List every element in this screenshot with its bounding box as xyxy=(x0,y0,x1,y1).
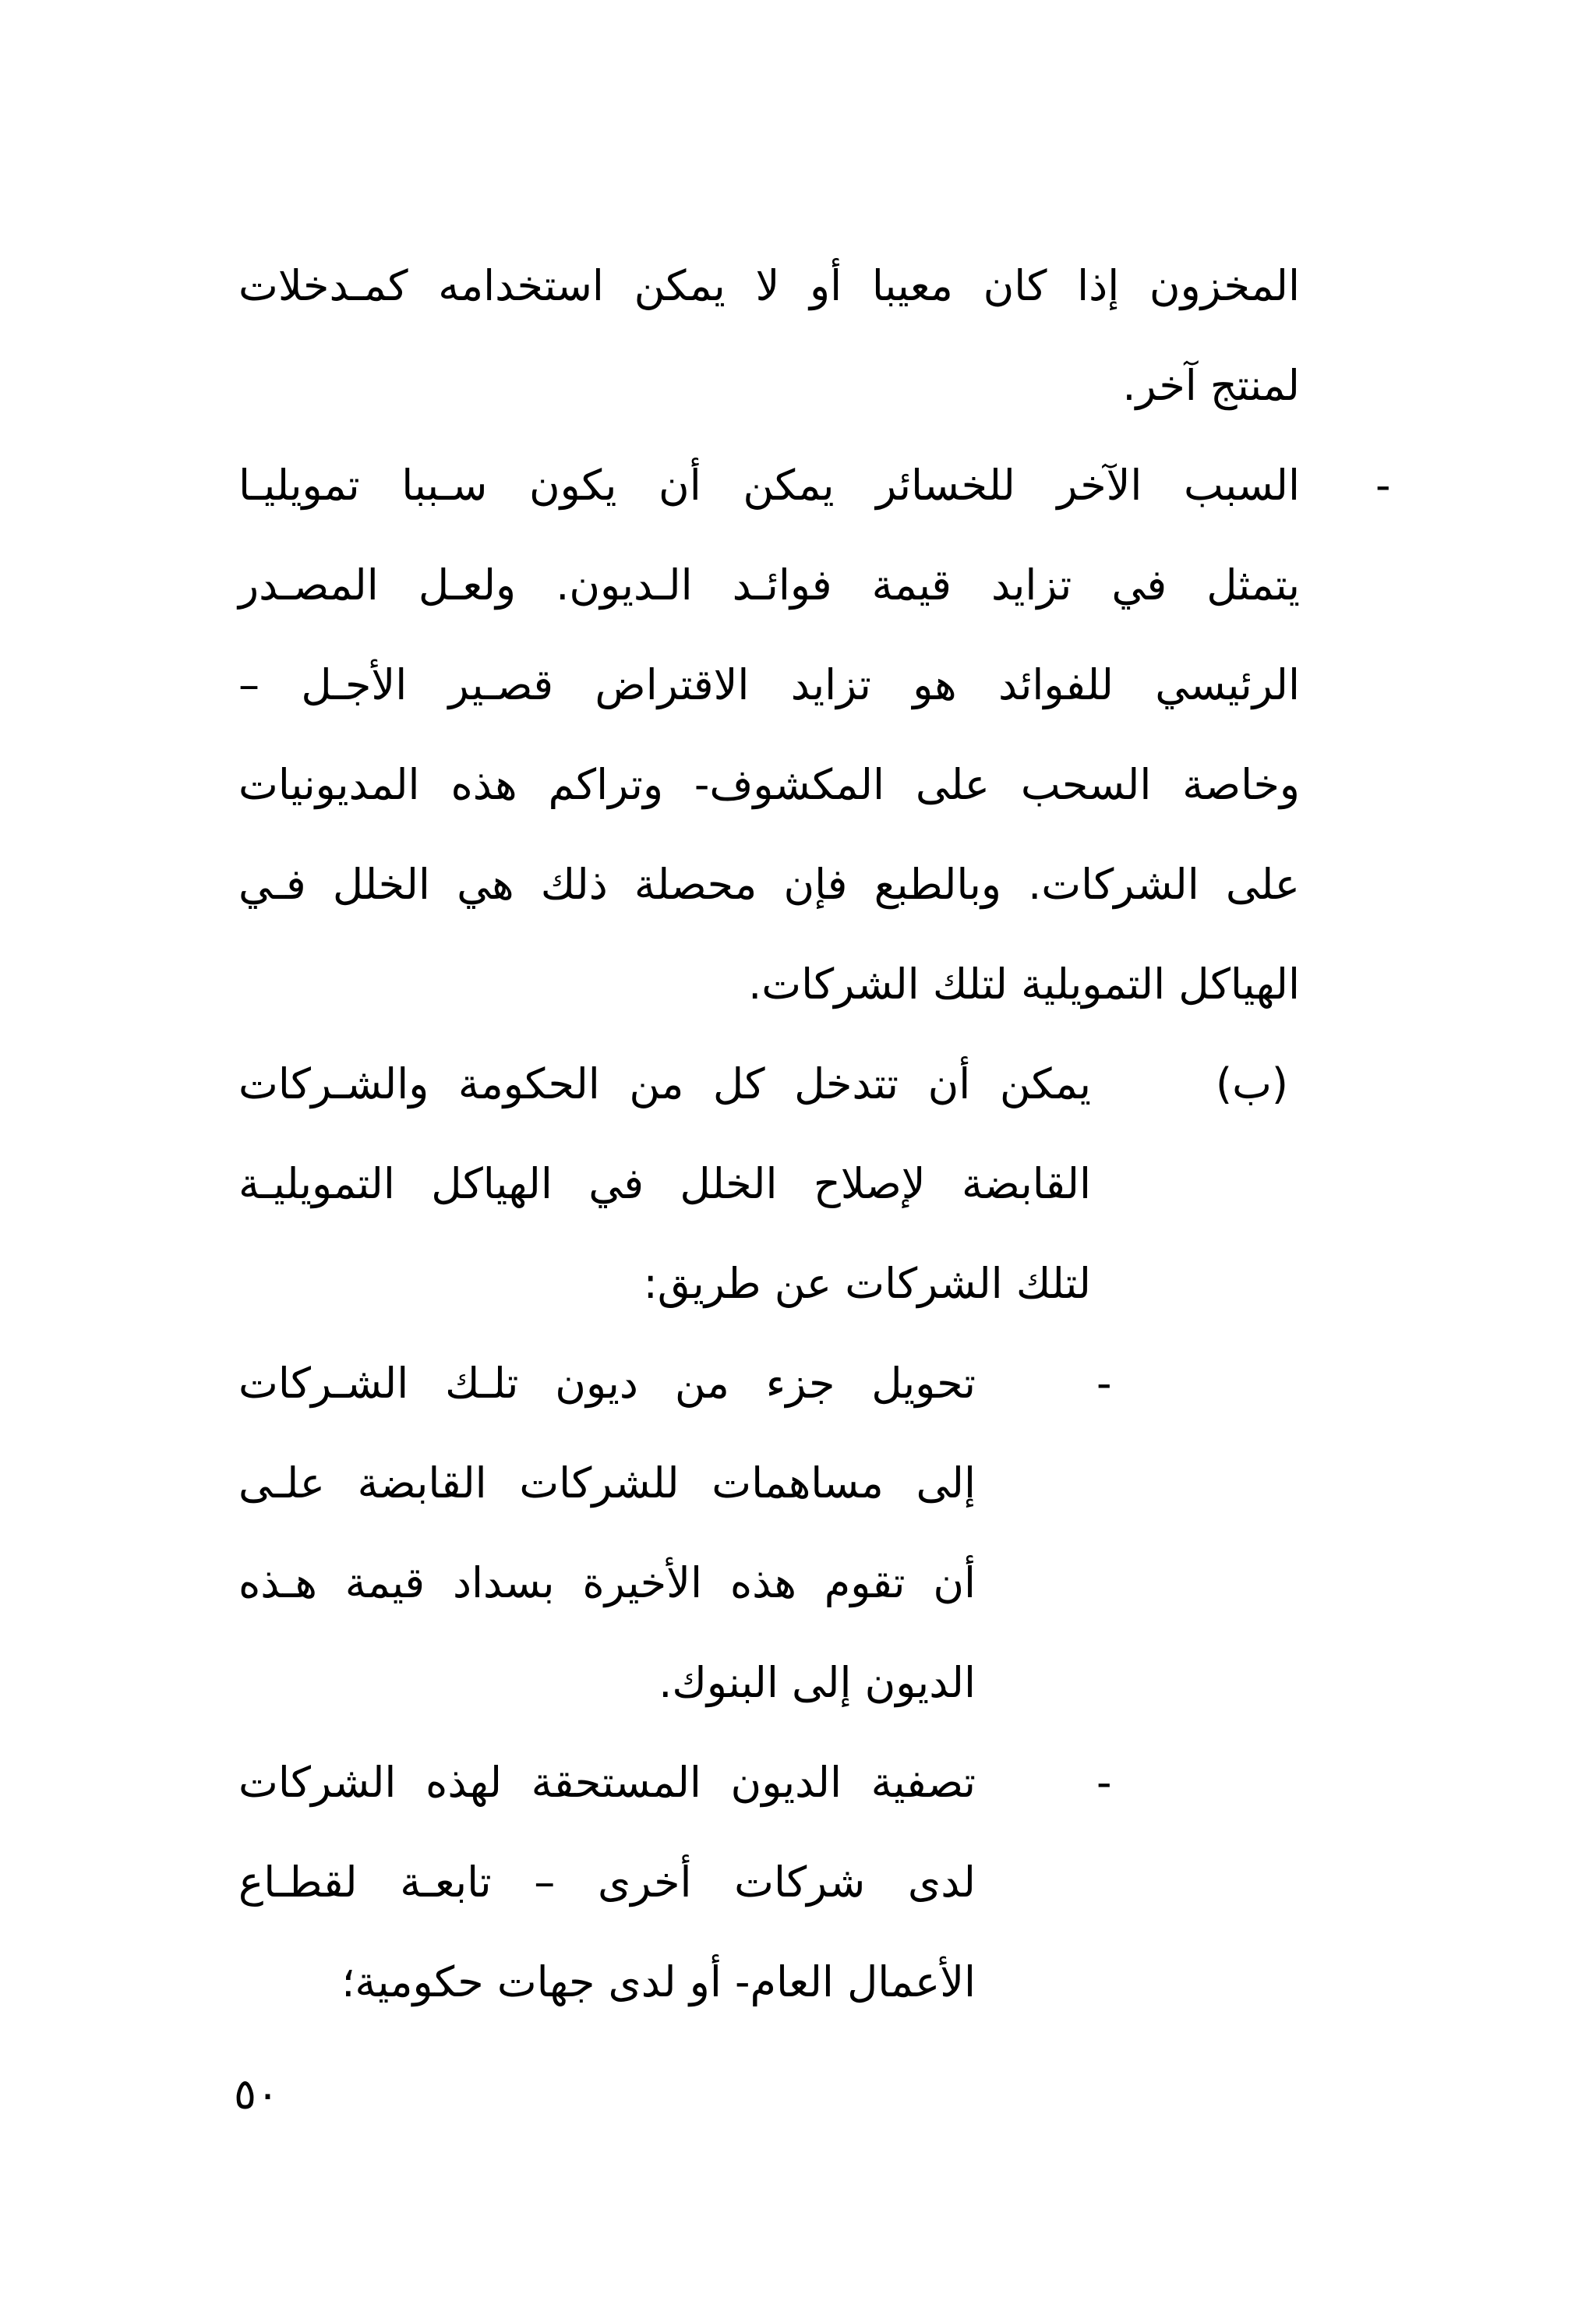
page-number: ٥٠ xyxy=(234,2070,280,2119)
bullet-2-marker: - xyxy=(1096,1359,1112,1408)
bullet-3-line-3: الأعمال العام- أو لدى جهات حكومية؛ xyxy=(341,1957,976,2006)
bullet-1-line-5: على الشركات. وبالطبع فإن محصلة ذلك هي الخلل فـي xyxy=(238,860,1300,909)
bullet-1-line-2: يتمثل في تزايد قيمة فوائـد الـديون. ولعـل المصـدر xyxy=(238,560,1300,610)
section-b-line-3: لتلك الشركات عن طريق: xyxy=(643,1259,1091,1308)
bullet-2-line-4: الديون إلى البنوك. xyxy=(659,1658,976,1707)
intro-line-1: المخزون إذا كان معيبا أو لا يمكن استخدامه كمـدخلات xyxy=(238,261,1300,310)
section-b-line-1: يمكن أن تتدخل كل من الحكومة والشـركات xyxy=(238,1059,1091,1108)
bullet-1-line-6: الهياكل التمويلية لتلك الشركات. xyxy=(748,960,1300,1009)
section-b-line-2: القابضة لإصلاح الخلل في الهياكل التمويليـة xyxy=(238,1159,1091,1208)
section-b-marker: (ب) xyxy=(1216,1059,1288,1108)
bullet-2-line-2: إلى مساهمات للشركات القابضة علـى xyxy=(238,1458,976,1508)
bullet-1-line-1: السبب الآخر للخسائر يمكن أن يكون سـببا تمويليـا xyxy=(238,461,1300,510)
bullet-1-line-3: الرئيسي للفوائد هو تزايد الاقتراض قصـير الأجـل – xyxy=(238,660,1300,709)
intro-line-2: لمنتج آخر. xyxy=(1122,361,1300,410)
bullet-1-marker: - xyxy=(1375,461,1391,510)
bullet-2-line-3: أن تقوم هذه الأخيرة بسداد قيمة هـذه xyxy=(238,1558,976,1607)
bullet-2-line-1: تحويل جزء من ديون تلـك الشـركات xyxy=(238,1359,976,1408)
bullet-3-line-1: تصفية الديون المستحقة لهذه الشركات xyxy=(238,1758,976,1807)
bullet-3-marker: - xyxy=(1096,1758,1112,1807)
bullet-3-line-2: لدى شركات أخرى – تابعـة لقطـاع xyxy=(238,1858,976,1907)
bullet-1-line-4: وخاصة السحب على المكشوف- وتراكم هذه المديونيات xyxy=(238,760,1300,809)
